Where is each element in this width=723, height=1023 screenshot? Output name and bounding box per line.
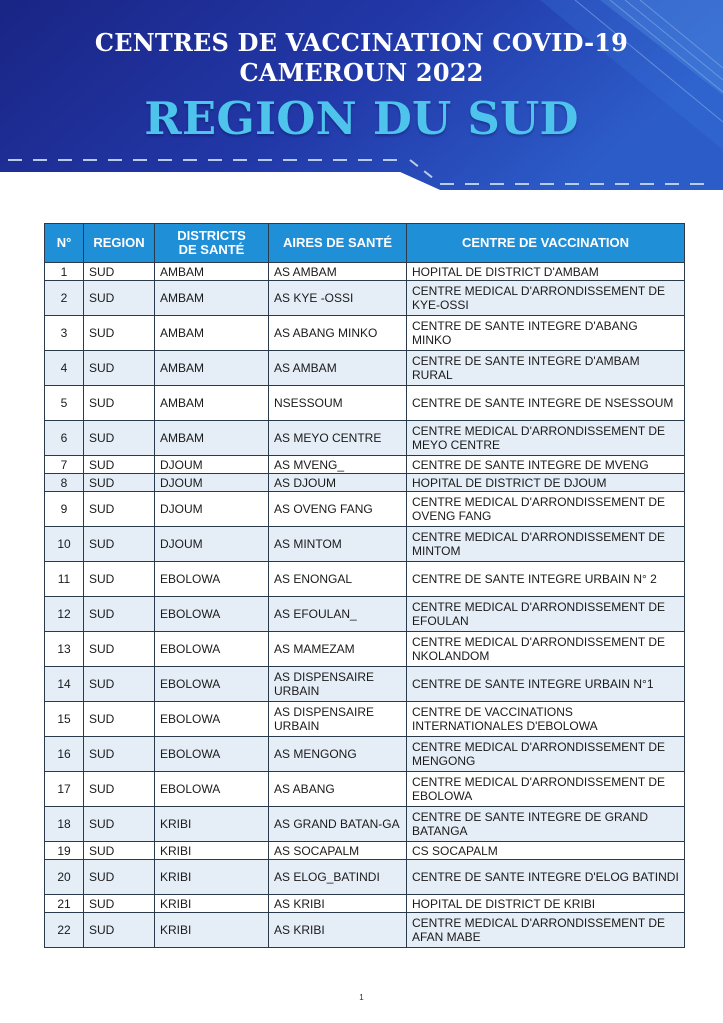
cell-district: AMBAM [155,351,269,386]
cell-number: 22 [45,913,84,948]
cell-district: KRIBI [155,860,269,895]
cell-centre: CENTRE MEDICAL D'ARRONDISSEMENT DE NKOLANDOM [407,632,685,667]
cell-aire: AS DJOUM [269,474,407,492]
cell-aire: AS AMBAM [269,263,407,281]
header-aire: AIRES DE SANTÉ [269,224,407,263]
region-title: REGION DU SUD [144,92,579,145]
cell-region: SUD [84,895,155,913]
table-row [45,386,685,421]
table-row [45,772,685,807]
cell-region: SUD [84,667,155,702]
header-banner [0,0,723,200]
cell-region: SUD [84,772,155,807]
cell-aire: AS ELOG_BATINDI [269,860,407,895]
header-district: DISTRICTS DE SANTÉ [155,224,269,263]
cell-centre: CENTRE DE SANTE INTEGRE DE NSESSOUM [407,386,685,421]
cell-region: SUD [84,456,155,474]
cell-aire: NSESSOUM [269,386,407,421]
table-body [45,263,685,948]
cell-centre: CENTRE MEDICAL D'ARRONDISSEMENT DE KYE-OSSI [407,281,685,316]
cell-aire: AS GRAND BATAN-GA [269,807,407,842]
title-line-2: CAMEROUN 2022 [239,58,484,87]
cell-aire: AS KRIBI [269,895,407,913]
cell-number: 18 [45,807,84,842]
table-row [45,632,685,667]
cell-aire: AS MINTOM [269,527,407,562]
table-row [45,807,685,842]
cell-aire: AS ABANG [269,772,407,807]
cell-number: 12 [45,597,84,632]
cell-region: SUD [84,807,155,842]
vaccination-centres-table [44,223,685,948]
table-row [45,562,685,597]
cell-region: SUD [84,386,155,421]
header-number: N° [45,224,84,263]
cell-number: 13 [45,632,84,667]
cell-aire: AS ABANG MINKO [269,316,407,351]
table-row [45,842,685,860]
cell-number: 20 [45,860,84,895]
cell-centre: HOPITAL DE DISTRICT DE KRIBI [407,895,685,913]
cell-number: 9 [45,492,84,527]
cell-aire: AS EFOULAN_ [269,597,407,632]
cell-centre: CENTRE MEDICAL D'ARRONDISSEMENT DE AFAN MABE [407,913,685,948]
table-row [45,702,685,737]
page-number: 1 [359,993,364,1002]
cell-centre: CENTRE DE SANTE INTEGRE D'AMBAM RURAL [407,351,685,386]
cell-aire: AS MENGONG [269,737,407,772]
cell-number: 1 [45,263,84,281]
cell-district: AMBAM [155,386,269,421]
cell-district: DJOUM [155,456,269,474]
cell-centre: CENTRE DE SANTE INTEGRE URBAIN N° 2 [407,562,685,597]
cell-region: SUD [84,702,155,737]
table-row [45,737,685,772]
cell-district: EBOLOWA [155,632,269,667]
cell-centre: CENTRE DE SANTE INTEGRE URBAIN N°1 [407,667,685,702]
cell-number: 10 [45,527,84,562]
table-row [45,421,685,456]
cell-number: 5 [45,386,84,421]
title-line-1: CENTRES DE VACCINATION COVID-19 [94,28,629,57]
cell-district: DJOUM [155,527,269,562]
cell-region: SUD [84,316,155,351]
cell-aire: AS ENONGAL [269,562,407,597]
cell-region: SUD [84,842,155,860]
cell-number: 8 [45,474,84,492]
cell-district: EBOLOWA [155,597,269,632]
table-row [45,492,685,527]
cell-centre: CENTRE DE VACCINATIONS INTERNATIONALES D'EBOLOWA [407,702,685,737]
cell-district: KRIBI [155,913,269,948]
table-row [45,316,685,351]
cell-region: SUD [84,263,155,281]
cell-district: EBOLOWA [155,772,269,807]
cell-number: 4 [45,351,84,386]
cell-aire: AS DISPENSAIRE URBAIN [269,702,407,737]
vaccination-centres-table-container [44,223,684,948]
cell-aire: AS KYE -OSSI [269,281,407,316]
cell-centre: CS SOCAPALM [407,842,685,860]
cell-number: 7 [45,456,84,474]
table-row [45,860,685,895]
cell-number: 14 [45,667,84,702]
cell-number: 16 [45,737,84,772]
cell-centre: CENTRE DE SANTE INTEGRE DE MVENG [407,456,685,474]
cell-district: KRIBI [155,807,269,842]
cell-region: SUD [84,492,155,527]
header-region: REGION [84,224,155,263]
cell-district: DJOUM [155,474,269,492]
cell-district: EBOLOWA [155,667,269,702]
table-header-row [45,224,685,263]
cell-district: DJOUM [155,492,269,527]
cell-centre: HOPITAL DE DISTRICT D'AMBAM [407,263,685,281]
cell-centre: CENTRE MEDICAL D'ARRONDISSEMENT DE OVENG FANG [407,492,685,527]
cell-district: KRIBI [155,895,269,913]
cell-district: AMBAM [155,421,269,456]
table-row [45,263,685,281]
cell-centre: CENTRE MEDICAL D'ARRONDISSEMENT DE EFOULAN [407,597,685,632]
table-row [45,895,685,913]
cell-region: SUD [84,632,155,667]
cell-centre: CENTRE MEDICAL D'ARRONDISSEMENT DE MEYO CENTRE [407,421,685,456]
cell-aire: AS DISPENSAIRE URBAIN [269,667,407,702]
cell-region: SUD [84,351,155,386]
cell-aire: AS KRIBI [269,913,407,948]
cell-region: SUD [84,860,155,895]
cell-number: 2 [45,281,84,316]
cell-district: KRIBI [155,842,269,860]
cell-district: AMBAM [155,263,269,281]
cell-region: SUD [84,737,155,772]
table-row [45,281,685,316]
cell-region: SUD [84,421,155,456]
cell-aire: AS OVENG FANG [269,492,407,527]
cell-region: SUD [84,527,155,562]
cell-number: 17 [45,772,84,807]
cell-aire: AS MEYO CENTRE [269,421,407,456]
table-row [45,597,685,632]
cell-district: EBOLOWA [155,702,269,737]
cell-centre: CENTRE DE SANTE INTEGRE D'ELOG BATINDI [407,860,685,895]
cell-region: SUD [84,597,155,632]
cell-district: EBOLOWA [155,562,269,597]
cell-number: 21 [45,895,84,913]
cell-centre: CENTRE DE SANTE INTEGRE D'ABANG MINKO [407,316,685,351]
table-row [45,474,685,492]
table-row [45,456,685,474]
cell-region: SUD [84,281,155,316]
table-row [45,667,685,702]
cell-centre: CENTRE MEDICAL D'ARRONDISSEMENT DE MINTOM [407,527,685,562]
cell-aire: AS AMBAM [269,351,407,386]
cell-centre: CENTRE MEDICAL D'ARRONDISSEMENT DE EBOLOWA [407,772,685,807]
cell-aire: AS MAMEZAM [269,632,407,667]
cell-aire: AS SOCAPALM [269,842,407,860]
cell-centre: HOPITAL DE DISTRICT DE DJOUM [407,474,685,492]
cell-number: 15 [45,702,84,737]
cell-district: AMBAM [155,316,269,351]
cell-district: EBOLOWA [155,737,269,772]
cell-aire: AS MVENG_ [269,456,407,474]
cell-region: SUD [84,562,155,597]
table-row [45,913,685,948]
cell-centre: CENTRE MEDICAL D'ARRONDISSEMENT DE MENGONG [407,737,685,772]
cell-region: SUD [84,913,155,948]
table-row [45,351,685,386]
header-centre: CENTRE DE VACCINATION [407,224,685,263]
cell-number: 11 [45,562,84,597]
cell-number: 6 [45,421,84,456]
cell-district: AMBAM [155,281,269,316]
cell-region: SUD [84,474,155,492]
cell-number: 3 [45,316,84,351]
cell-number: 19 [45,842,84,860]
table-row [45,527,685,562]
cell-centre: CENTRE DE SANTE INTEGRE DE GRAND BATANGA [407,807,685,842]
